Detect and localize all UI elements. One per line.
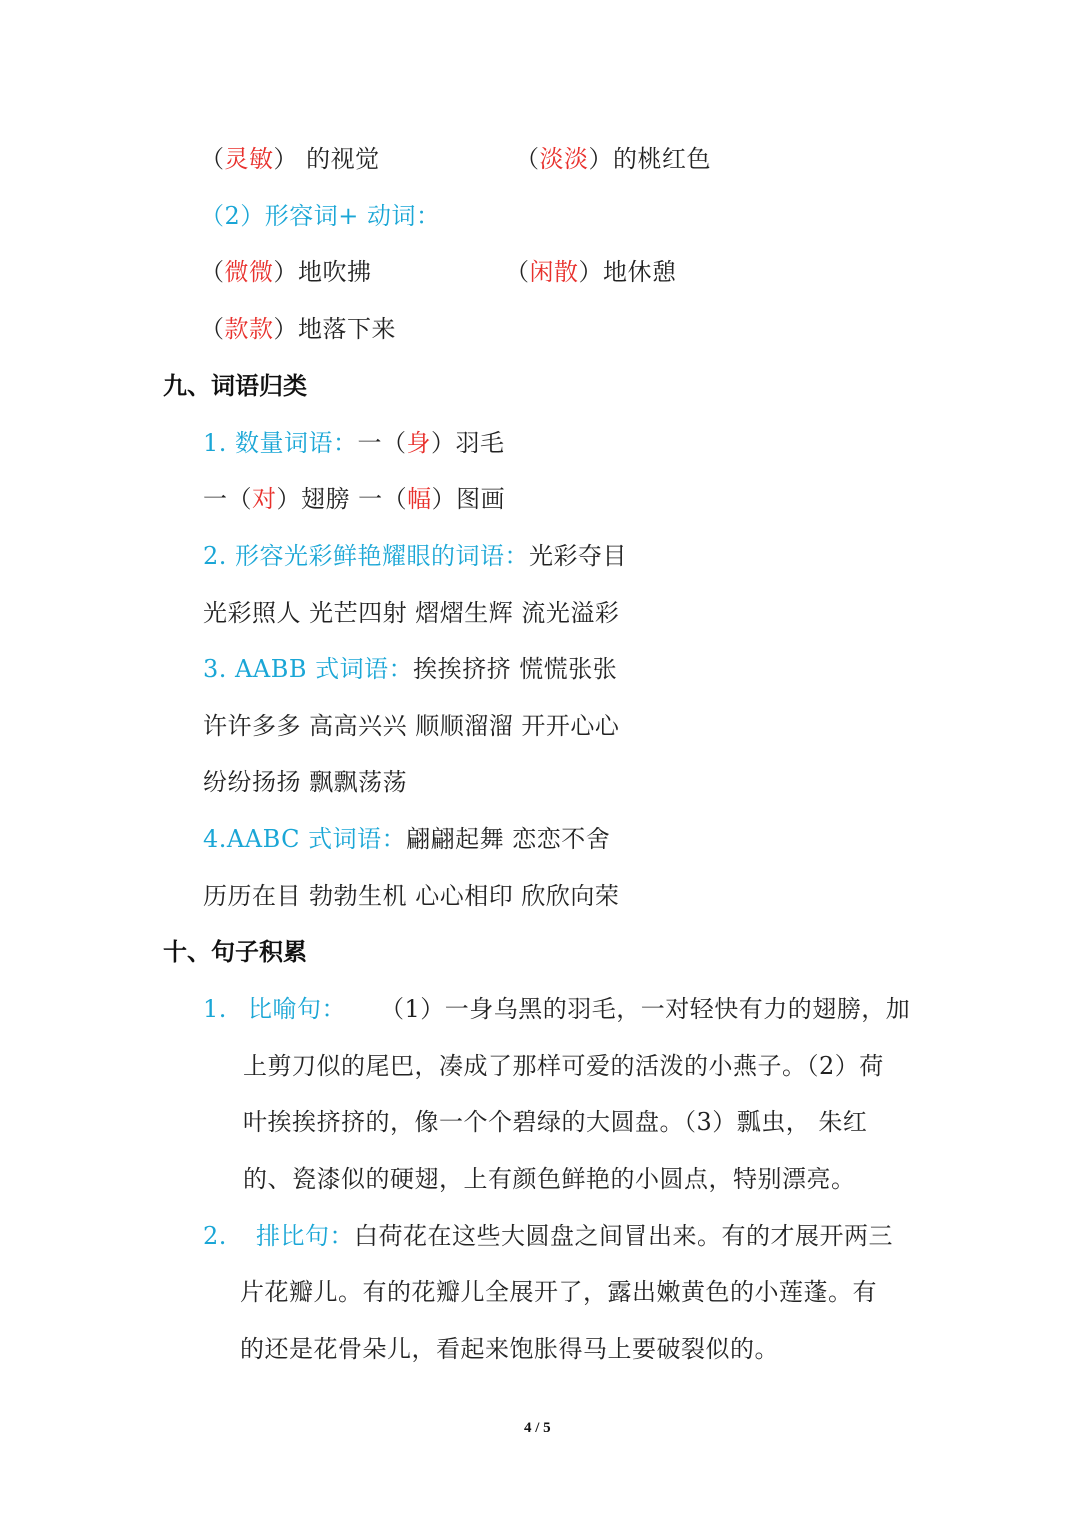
phrase-row-1a [200, 143, 380, 175]
word-group-2-cont: 光彩照人 光芒四射 熠熠生辉 流光溢彩 [203, 599, 620, 627]
phrase-text: 一（ [357, 429, 407, 457]
answer-word: 款款 [224, 315, 274, 343]
word-group-4 [203, 823, 610, 855]
sentence-text-line: 的还是花骨朵儿，看起来饱胀得马上要破裂似的。 [240, 1335, 779, 1363]
phrase-text: ）图画 [431, 485, 506, 513]
phrase-text: 地吹拂 [298, 258, 372, 286]
phrase-row-2b [505, 256, 677, 288]
group-label: 3. AABB 式词语： [203, 655, 414, 683]
sentence-item-label-1: 比喻句： [248, 995, 346, 1023]
phrase-row-2a [200, 256, 372, 288]
answer-word: 身 [406, 429, 432, 457]
answer-word: 幅 [407, 485, 432, 513]
phrase-text: 地落下来 [298, 315, 396, 343]
phrase-text: 翩翩起舞 恋恋不舍 [406, 825, 611, 853]
sentence-item-2 [256, 1220, 893, 1252]
phrase-text: 挨挨挤挤 慌慌张张 [413, 655, 618, 683]
phrase-text: ）翅膀 一（ [276, 485, 408, 513]
phrase-text: 光彩夺目 [529, 542, 628, 570]
word-group-3 [203, 653, 617, 685]
group-label: 4.AABC 式词语： [203, 825, 407, 853]
answer-word: 对 [252, 485, 277, 513]
phrase-row-3a [200, 313, 396, 345]
sentence-text-line: （1）一身乌黑的羽毛，一对轻快有力的翅膀，加 [380, 995, 911, 1023]
sentence-text-line: 的、瓷漆似的硬翅，上有颜色鲜艳的小圆点，特别漂亮。 [243, 1165, 856, 1193]
sentence-text-line: 白荷花在这些大圆盘之间冒出来。有的才展开两三 [354, 1222, 893, 1250]
word-group-4-cont: 历历在目 勃勃生机 心心相印 欣欣向荣 [203, 882, 620, 910]
phrase-text: 的桃红色 [613, 145, 711, 173]
answer-word: 闲散 [529, 258, 579, 286]
paren-close: ） [578, 258, 603, 286]
sentence-text-line: 片花瓣儿。有的花瓣儿全展开了，露出嫩黄色的小莲蓬。有 [240, 1278, 877, 1306]
paren-close: ） [273, 145, 298, 173]
sentence-text-line: 叶挨挨挤挤的，像一个个碧绿的大圆盘。（3）瓢虫， 朱红 [243, 1108, 868, 1136]
page-number: 4 / 5 [524, 1420, 551, 1436]
phrase-row-1b [515, 143, 711, 175]
group-label: 1. 数量词语： [203, 429, 358, 457]
word-group-1-cont [203, 483, 505, 515]
sentence-item-number-1: 1. [203, 995, 227, 1023]
phrase-text: 的视觉 [298, 145, 380, 173]
paren-open: （ [200, 145, 225, 173]
section-heading-10: 十、句子积累 [163, 938, 307, 966]
paren-open: （ [200, 315, 225, 343]
paren-close: ） [588, 145, 613, 173]
paren-open: （ [200, 258, 225, 286]
phrase-text: 一（ [203, 485, 252, 513]
word-group-1 [203, 427, 505, 459]
subsection-label-2: （2）形容词+ 动词： [200, 202, 441, 230]
sentence-text-line: 上剪刀似的尾巴，凑成了那样可爱的活泼的小燕子。（2）荷 [243, 1052, 884, 1080]
answer-word: 微微 [224, 258, 274, 286]
phrase-text: 地休憩 [603, 258, 677, 286]
paren-close: ） [273, 258, 298, 286]
answer-word: 灵敏 [224, 145, 274, 173]
sentence-item-number-2: 2. [203, 1222, 227, 1250]
paren-open: （ [515, 145, 540, 173]
group-label: 2. 形容光彩鲜艳耀眼的词语： [203, 542, 530, 570]
paren-open: （ [505, 258, 530, 286]
section-heading-9: 九、词语归类 [163, 372, 307, 400]
word-group-3-cont-1: 许许多多 高高兴兴 顺顺溜溜 开开心心 [203, 712, 620, 740]
word-group-2 [203, 540, 627, 572]
word-group-3-cont-2: 纷纷扬扬 飘飘荡荡 [203, 768, 408, 796]
sentence-item-label-2: 排比句： [256, 1222, 354, 1250]
phrase-text: ）羽毛 [431, 429, 505, 457]
paren-close: ） [273, 315, 298, 343]
answer-word: 淡淡 [539, 145, 589, 173]
